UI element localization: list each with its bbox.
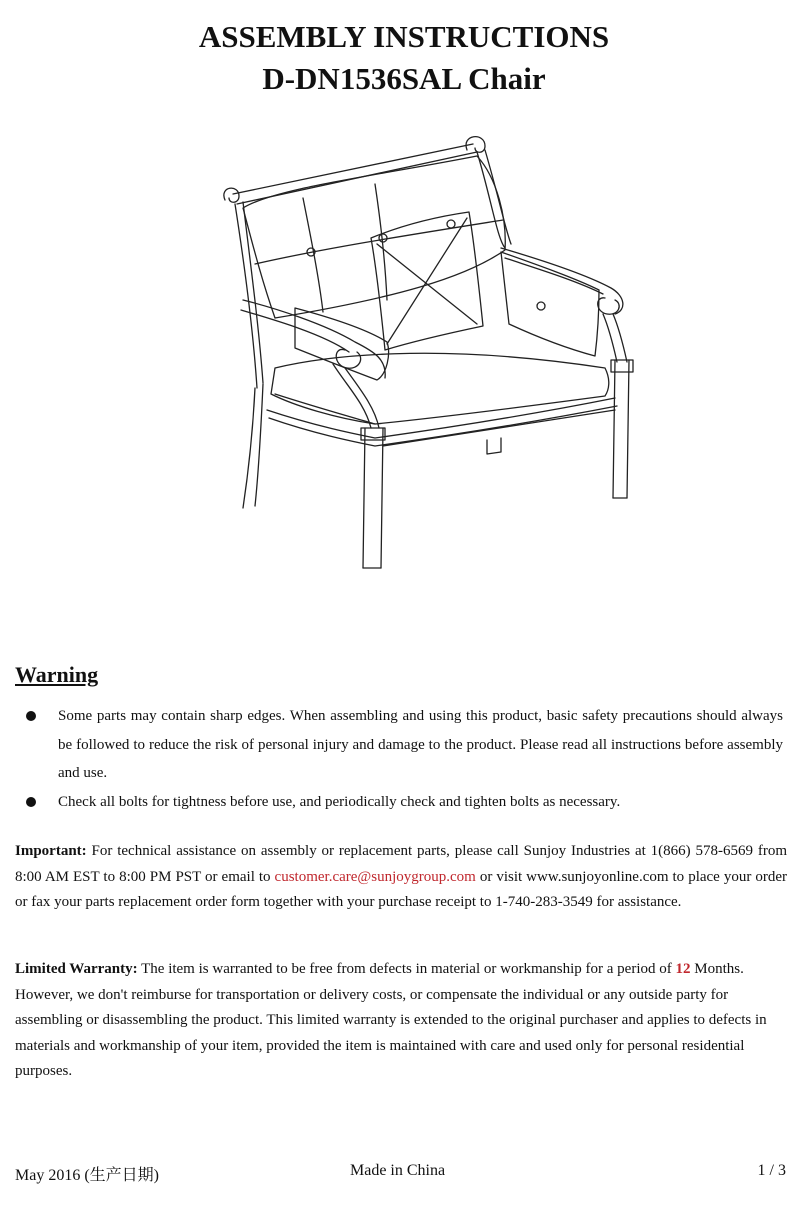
warning-item bbox=[15, 788, 783, 817]
warning-heading: Warning bbox=[15, 662, 99, 687]
important-paragraph bbox=[15, 839, 787, 916]
warning-item-text: Some parts may contain sharp edges. When assembling and using this product, basic safety precautions should always be followed to reduce the risk of personal injury and damage to the product. Please read all instructions before assembly and use. bbox=[58, 708, 783, 781]
support-email-link[interactable]: customer.care@sunjoygroup.com bbox=[274, 868, 476, 885]
bullet-icon bbox=[26, 711, 36, 721]
important-label: Important: bbox=[15, 843, 87, 859]
warranty-paragraph bbox=[15, 957, 775, 1085]
document-title: ASSEMBLY INSTRUCTIONS bbox=[198, 19, 610, 54]
chair-line-drawing-icon bbox=[215, 128, 645, 578]
product-model-title: D-DN1536SAL Chair bbox=[262, 61, 546, 96]
warranty-text-continued: Months. However, we don't reimburse for transportation or delivery costs, or compensate the individual or any outside party for assembling or disassembling the product. This limited warranty is extended to the original purchaser and applies to defects in materials and workmanship of your item, provided the item is maintained with care and used only for personal residential purposes. bbox=[15, 961, 767, 1079]
warning-item bbox=[15, 702, 783, 788]
warranty-label: Limited Warranty: bbox=[15, 961, 138, 977]
bullet-icon bbox=[26, 797, 36, 807]
warning-list bbox=[15, 702, 783, 816]
important-text: For technical assistance on assembly or replacement parts, please call Sunjoy Industries at 1(866) 578-6569 from 8:00 AM EST to 8:00 PM PST or email to bbox=[15, 843, 787, 885]
warning-item-text: Check all bolts for tightness before use, and periodically check and tighten bolts as necessary. bbox=[58, 793, 621, 810]
important-text-continued: or visit www.sunjoyonline.com to place your order or fax your parts replacement order form together with your purchase receipt to 1-740-283-3549 for assistance. bbox=[15, 868, 787, 910]
footer-origin: Made in China bbox=[350, 1162, 446, 1179]
warranty-period: 12 bbox=[675, 961, 691, 977]
footer-date: May 2016 (生产日期) bbox=[15, 1167, 159, 1184]
warranty-text: The item is warranted to be free from defects in material or workmanship for a period of bbox=[137, 961, 676, 977]
footer-page-number: 1 / 3 bbox=[757, 1162, 786, 1179]
